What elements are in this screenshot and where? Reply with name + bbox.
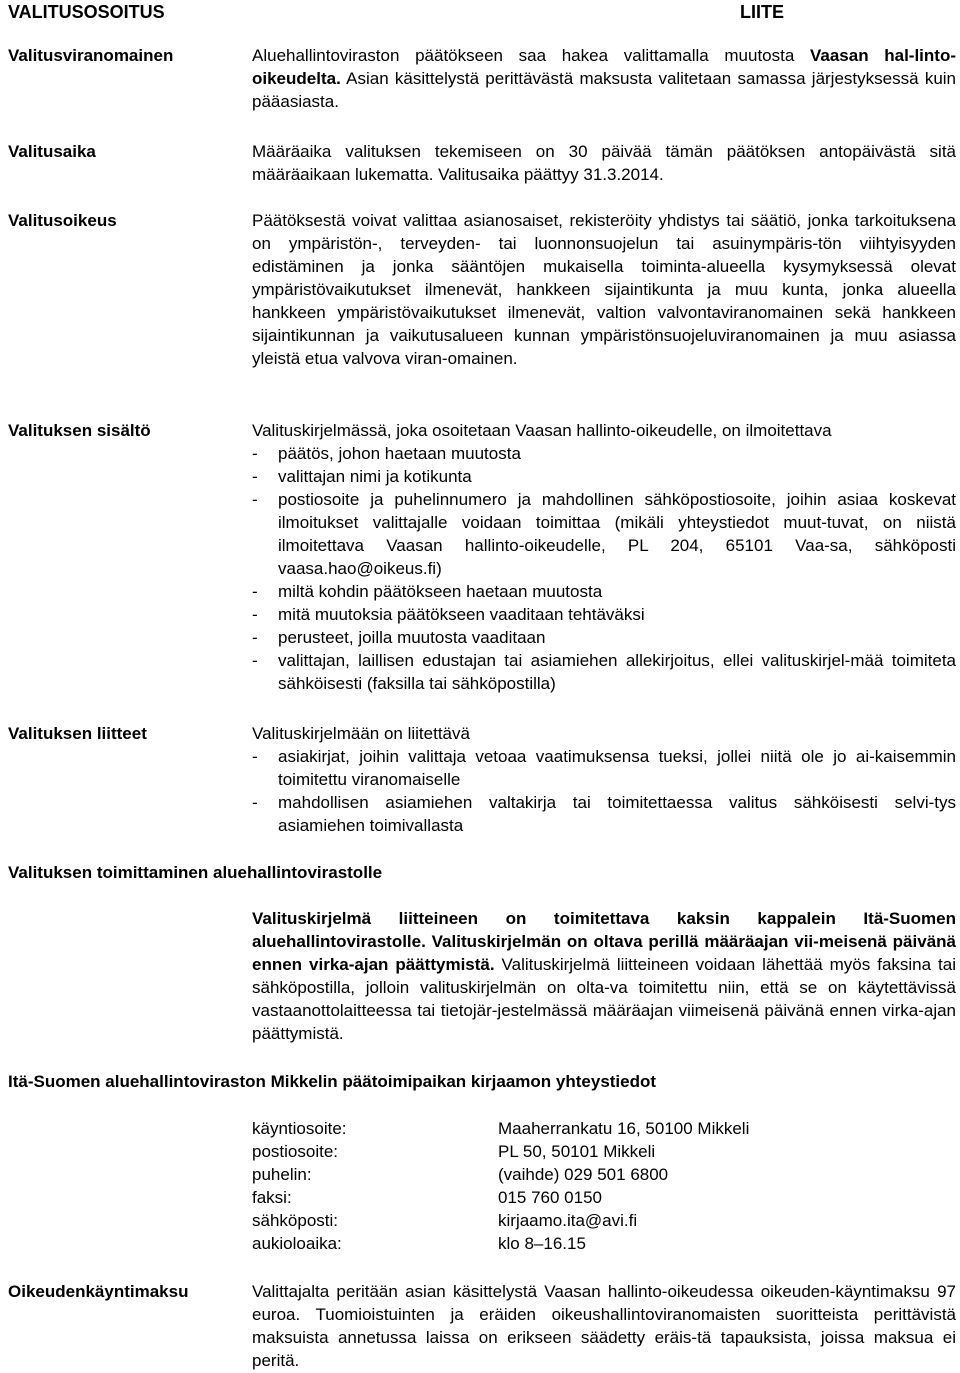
contact-key: käyntiosoite: — [252, 1119, 347, 1138]
contact-value: Maaherrankatu 16, 50100 Mikkeli — [498, 1119, 750, 1138]
appendix-label: LIITE — [740, 2, 784, 22]
contact-value: (vaihde) 029 501 6800 — [498, 1165, 669, 1184]
list-item: - postiosoite ja puhelinnumero ja mahdollinen sähköpostiosoite, joihin asiaa koskevat ilmoitukset valittajalle voidaan toimittaa (mikäli yhteystiedot muut-tuvat, on niistä ilmoitettava Vaasan hallinto-oikeudelle, PL 204, 65101 Vaa-sa, sähköposti vaasa.hao@oikeus.fi) — [252, 488, 956, 580]
label-yhteystiedot: Itä-Suomen aluehallintoviraston Mikkelin päätoimipaikan kirjaamon yhteystiedot — [8, 1072, 657, 1091]
label-liitteet: Valituksen liitteet — [8, 724, 147, 743]
contact-key: aukioloaika: — [252, 1234, 342, 1253]
list-item: - päätös, johon haetaan muutosta — [252, 442, 956, 465]
valitusviranomainen-text-1: Aluehallintoviraston päätökseen saa hakea valittamalla muutosta — [252, 46, 810, 65]
contact-email: kirjaamo.ita@avi.fi — [498, 1211, 638, 1230]
sisalto-list — [252, 442, 956, 695]
toimittaminen-normal: Valituskirjelmä liitteineen voidaan lähettää myös faksina tai sähköpostilla, jolloin valituskirjelmän on olta-va toimitettu niin, että se on käytettävissä vastaanottolaitteessa tai tietojär-jestelmässä määräajan viimeisenä päivänä ennen virka-ajan päättymistä. — [252, 955, 957, 1043]
contact-value: 015 760 0150 — [498, 1188, 602, 1207]
list-item: - valittajan nimi ja kotikunta — [252, 465, 956, 488]
text-liitteet — [252, 722, 956, 837]
valitusviranomainen-text-3: Asian käsittelystä perittävästä maksusta valitetaan samassa järjestyksessä kuin pääasiasta. — [252, 69, 956, 111]
label-sisalto: Valituksen sisältö — [8, 421, 151, 440]
text-valitusaika: Määräaika valituksen tekemiseen on 30 päivää tämän päätöksen antopäivästä sitä määräaikaan lukematta. Valitusaika päättyy 31.3.2014. — [252, 142, 956, 184]
liitteet-list — [252, 745, 956, 837]
contact-value: klo 8–16.15 — [498, 1234, 586, 1253]
label-valitusoikeus: Valitusoikeus — [8, 211, 117, 230]
list-item: - mahdollisen asiamiehen valtakirja tai toimitettaessa valitus sähköisesti selvi-tys asiamiehen toimivallasta — [252, 791, 956, 837]
valitusviranomainen-court: Vaasan hal-linto-oikeudelta. — [252, 46, 956, 88]
list-item: - miltä kohdin päätökseen haetaan muutosta — [252, 580, 956, 603]
text-sisalto — [252, 419, 956, 695]
text-valitusoikeus: Päätöksestä voivat valittaa asianosaiset, rekisteröity yhdistys tai säätiö, jonka tarkoituksena on ympäristön-, terveyden- tai luonnonsuojelun tai asuinympäris-tön viihtyisyyden edistäminen ja jonka sääntöjen mukaisella toiminta-alueella kysymyksessä olevat ympäristövaikutukset ilmenevät, hankkeen sijaintikunta ja muu kunta, jonka alueella hankkeen ympäristövaikutukset ilmenevät, valtion valvontaviranomainen sekä hankkeen sijaintikunnan ja vaikutusalueen kunnan ympäristönsuojeluviranomainen ja muu asiassa yleistä etua valvova viran-omainen. — [252, 211, 956, 368]
text-oikeudenkayntimaksu: Valittajalta peritään asian käsittelystä Vaasan hallinto-oikeudessa oikeuden-käyntimaksu 97 euroa. Tuomioistuinten ja eräiden oikeushallintoviranomaisten suoritteista perittävistä maksuista annetussa laissa on erikseen säädetty eräis-tä tapauksista, joissa maksua ei peritä. — [252, 1282, 956, 1370]
label-valitusaika: Valitusaika — [8, 142, 96, 161]
contact-key: postiosoite: — [252, 1142, 338, 1161]
label-valitusviranomainen: Valitusviranomainen — [8, 46, 174, 65]
list-item: - mitä muutoksia päätökseen vaaditaan tehtäväksi — [252, 603, 956, 626]
page-title: VALITUSOSOITUS — [8, 2, 165, 22]
label-toimittaminen: Valituksen toimittaminen aluehallintovirastolle — [8, 863, 383, 882]
contact-key: sähköposti: — [252, 1211, 338, 1230]
liitteet-intro: Valituskirjelmään on liitettävä — [252, 724, 470, 743]
contact-value: PL 50, 50101 Mikkeli — [498, 1142, 656, 1161]
list-item: - valittajan, laillisen edustajan tai asiamiehen allekirjoitus, ellei valituskirjel-mää toimiteta sähköisesti (faksilla tai sähköpostilla) — [252, 649, 956, 695]
toimittaminen-bold: Valituskirjelmä liitteineen on toimitettava kaksin kappalein Itä-Suomen aluehallintovirastolle. Valituskirjelmän on oltava perillä määräajan vii-meisenä päivänä ennen virka-ajan päättymistä. — [252, 909, 956, 974]
contact-key: puhelin: — [252, 1165, 312, 1184]
text-toimittaminen — [252, 907, 956, 1045]
label-oikeudenkayntimaksu: Oikeudenkäyntimaksu — [8, 1282, 189, 1301]
text-valitusviranomainen — [252, 44, 956, 113]
sisalto-intro: Valituskirjelmässä, joka osoitetaan Vaasan hallinto-oikeudelle, on ilmoitettava — [252, 421, 832, 440]
contact-key: faksi: — [252, 1188, 292, 1207]
list-item: - perusteet, joilla muutosta vaaditaan — [252, 626, 956, 649]
list-item: - asiakirjat, joihin valittaja vetoaa vaatimuksensa tueksi, jollei niitä ole jo ai-kaisemmin toimitettu viranomaiselle — [252, 745, 956, 791]
